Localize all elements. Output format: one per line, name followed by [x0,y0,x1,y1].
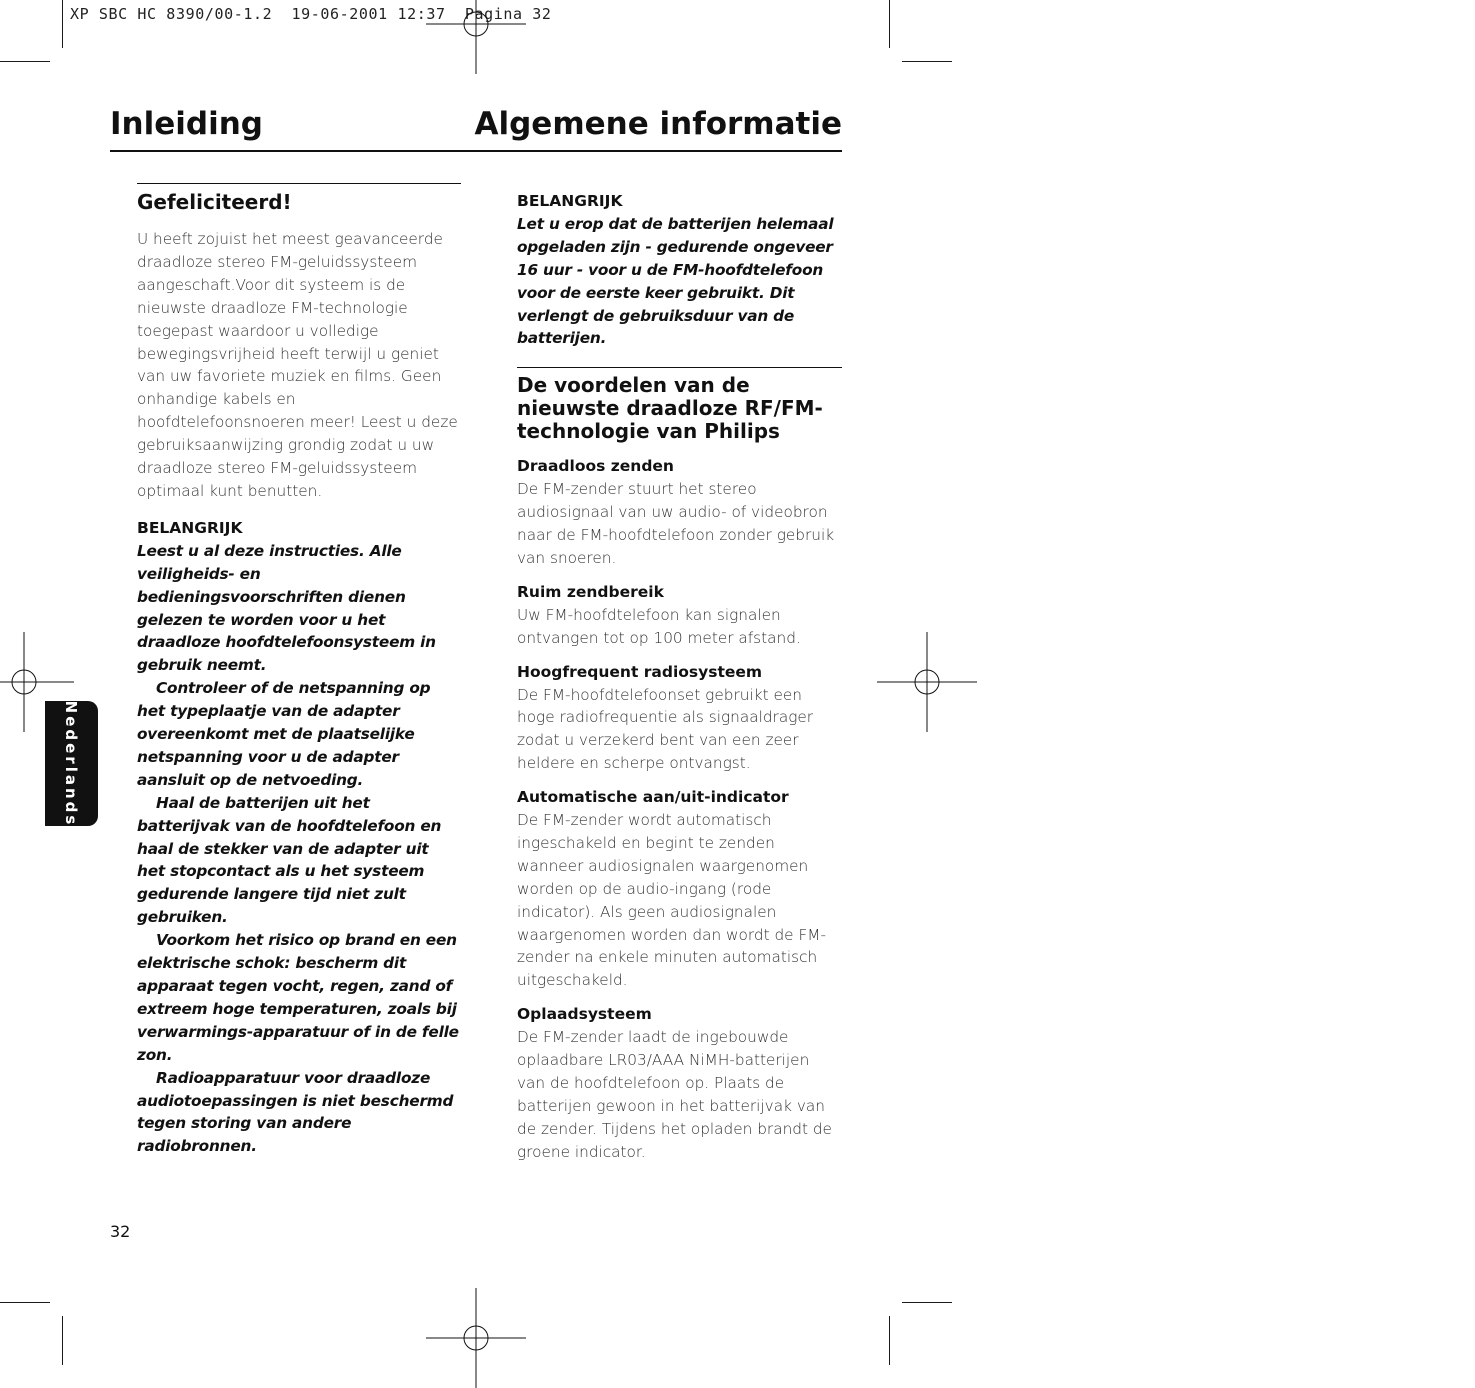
language-tab-label: Nederlands [62,700,80,828]
left-column [137,183,461,1158]
intro-heading: Gefeliciteerd! [137,190,292,214]
crop-mark [0,61,50,62]
crop-mark [902,1302,952,1303]
crop-mark [62,1316,63,1365]
page-title-right: Algemene informatie [474,106,842,142]
registration-mark-right [877,632,977,732]
feature-title: Draadloos zenden [517,457,674,476]
intro-body: U heeft zojuist het meest geavanceerde draadloze stereo FM-geluidssysteem aangeschaft.Voor dit systeem is de nieuwste draadloze FM-technologie toegepast waardoor u volledige bewegingsvrijheid heeft terwijl u geniet van uw favoriete muziek en films. Geen onhandige kabels en hoofdtelefoonsnoeren meer! Leest u deze gebruiksaanwijzing grondig zodat u uw draadloze stereo FM-geluidssysteem optimaal kunt benutten. [137,230,458,500]
crop-mark [889,0,890,48]
feature-title: Oplaadsysteem [517,1005,652,1024]
important-paragraph: Controleer of de netspanning op het typeplaatje van de adapter overeenkomt met de plaatselijke netspanning voor u de adapter aansluit op de netvoeding. [137,679,431,789]
feature-item [517,581,842,650]
section-rule [517,367,842,368]
feature-title: Automatische aan/uit-indicator [517,788,789,807]
section-rule [137,183,461,184]
feature-item [517,455,842,570]
registration-mark-top [426,0,526,74]
important-text-right: Let u erop dat de batterijen helemaal opgeladen zijn - gedurende ongeveer 16 uur - voor u de FM-hoofdtelefoon voor de eerste keer gebruikt. Dit verlengt de gebruiksduur van de batterijen. [517,214,834,348]
feature-text: De FM-hoofdtelefoonset gebruikt een hoge radiofrequentie als signaaldrager zodat u verzekerd bent van een zeer heldere en scherpe ontvangst. [517,685,814,773]
feature-text: De FM-zender stuurt het stereo audiosignaal van uw audio- of videobron naar de FM-hoofdtelefoon zonder gebruik van snoeren. [517,480,835,567]
feature-title: Hoogfrequent radiosysteem [517,662,763,681]
language-tab [45,701,98,826]
crop-mark [902,61,952,62]
crop-mark [889,1316,890,1365]
important-paragraph: Radioapparatuur voor draadloze audiotoepassingen is niet beschermd tegen storing van andere radiobronnen. [137,1068,454,1156]
important-label-left: BELANGRIJK [137,518,243,537]
feature-item [517,661,842,776]
crop-mark [62,0,63,48]
feature-text: De FM-zender laadt de ingebouwde oplaadbare LR03/AAA NiMH-batterijen van de hoofdtelefoon op. Plaats de batterijen gewoon in het batterijvak van de zender. Tijdens het opladen brandt de groene indicator. [517,1028,832,1161]
print-slug: XP SBC HC 8390/00-1.2 19-06-2001 12:37 Pagina 32 [70,5,552,23]
page-title-left: Inleiding [110,106,263,142]
crop-mark [0,1302,50,1303]
feature-item [517,1003,842,1163]
important-paragraph: Leest u al deze instructies. Alle veiligheids- en bedieningsvoorschriften dienen gelezen te worden voor u het draadloze hoofdtelefoonsysteem in gebruik neemt. [137,541,436,675]
important-text-left [137,540,461,1158]
page-number: 32 [110,1222,131,1241]
feature-title: Ruim zendbereik [517,582,664,601]
registration-mark-bottom [426,1288,526,1388]
feature-text: Uw FM-hoofdtelefoon kan signalen ontvangen tot op 100 meter afstand. [517,605,801,647]
feature-item [517,786,842,992]
right-column [517,190,842,1175]
features-heading: De voordelen van de nieuwste draadloze RF/FM-technologie van Philips [517,373,823,444]
important-paragraph: Voorkom het risico op brand en een elektrische schok: bescherm dit apparaat tegen vocht, regen, zand of extreem hoge temperaturen, zoals bij verwarmings-apparatuur of in de felle zon. [137,931,459,1064]
important-paragraph: Haal de batterijen uit het batterijvak van de hoofdtelefoon en haal de stekker van de adapter uit het stopcontact als u het systeem gedurende langere tijd niet zult gebruiken. [137,793,442,927]
important-label-right: BELANGRIJK [517,192,623,210]
feature-text: De FM-zender wordt automatisch ingeschakeld en begint te zenden wanneer audiosignalen waargenomen worden op de audio-ingang (rode indicator). Als geen audiosignalen waargenomen worden dan wordt de FM-zender na enkele minuten automatisch uitgeschakeld. [517,811,826,990]
title-rule [110,150,842,152]
